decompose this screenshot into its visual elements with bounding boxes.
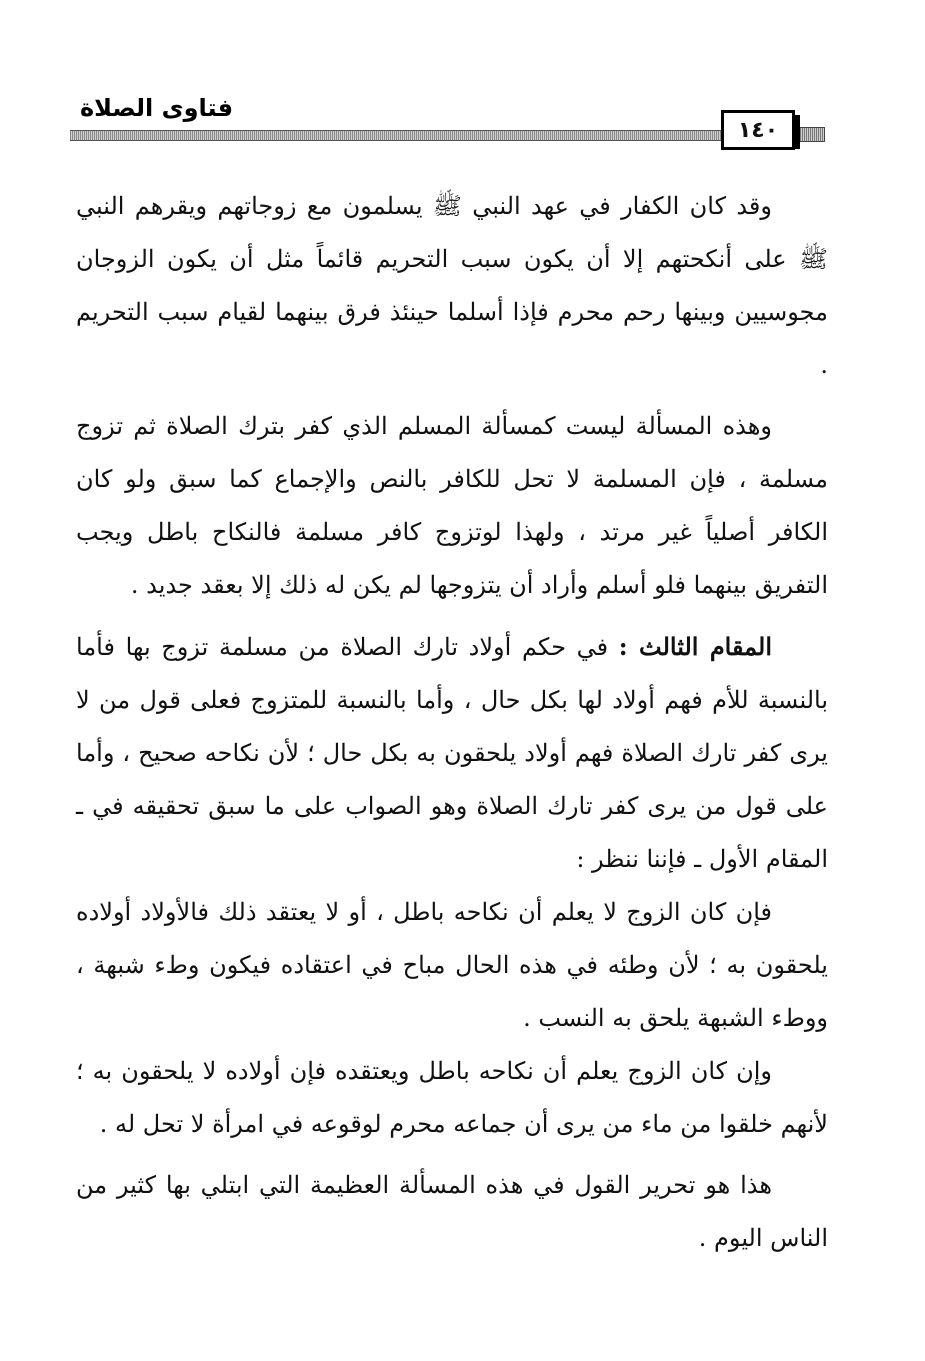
paragraph-4 xyxy=(76,886,828,1045)
page-header xyxy=(70,80,825,150)
page-number: ١٤٠ xyxy=(721,110,795,150)
paragraph-2 xyxy=(76,400,828,612)
paragraph-text: وقد كان الكفار في عهد النبي ﷺ يسلمون مع زوجاتهم ويقرهم النبي ﷺ على أنكحتهم إلا أن يكون سبب التحريم قائماً مثل أن يكون الزوجان مجوسيين وبينها رحم محرم فإذا أسلما حينئذ فرق بينهما لقيام سبب التحريم . xyxy=(76,192,829,379)
page-body xyxy=(76,180,828,1265)
paragraph-text: فإن كان الزوج لا يعلم أن نكاحه باطل ، أو لا يعتقد ذلك فالأولاد أولاده يلحقون به ؛ لأن وطئه في هذه الحال مباح في اعتقاده فيكون وطء شبهة ، ووطء الشبهة يلحق به النسب . xyxy=(76,898,828,1032)
header-rule xyxy=(70,130,825,141)
paragraph-text: وهذه المسألة ليست كمسألة المسلم الذي كفر بترك الصلاة ثم تزوج مسلمة ، فإن المسلمة لا تحل للكافر بالنص والإجماع كما سبق ولو كان الكافر أصلياً غير مرتد ، ولهذا لوتزوج كافر مسلمة فالنكاح باطل ويجب التفريق بينهما فلو أسلم وأراد أن يتزوجها لم يكن له ذلك إلا بعقد جديد . xyxy=(76,412,828,599)
paragraph-6 xyxy=(76,1159,828,1265)
paragraph-5 xyxy=(76,1045,828,1151)
paragraph-1 xyxy=(76,180,828,392)
paragraph-text: في حكم أولاد تارك الصلاة من مسلمة تزوج بها فأما بالنسبة للأم فهم أولاد لها بكل حال ، وأما بالنسبة للمتزوج فعلى قول من لا يرى كفر تارك الصلاة فهم أولاد يلحقون به بكل حال ؛ لأن نكاحه صحيح ، وأما على قول من يرى كفر تارك الصلاة وهو الصواب على ما سبق تحقيقه في ـ المقام الأول ـ فإننا ننظر : xyxy=(76,633,829,873)
header-rule-end xyxy=(799,127,825,142)
paragraph-text: هذا هو تحرير القول في هذه المسألة العظيمة التي ابتلي بها كثير من الناس اليوم . xyxy=(76,1171,828,1252)
paragraph-text: وإن كان الزوج يعلم أن نكاحه باطل ويعتقده فإن أولاده لا يلحقون به ؛ لأنهم خلقوا من ماء من يرى أن جماعه محرم لوقوعه في امرأة لا تحل له . xyxy=(76,1057,828,1138)
running-title: فتاوى الصلاة xyxy=(80,94,234,122)
section-heading: المقام الثالث : xyxy=(618,632,772,661)
paragraph-3 xyxy=(76,620,828,886)
